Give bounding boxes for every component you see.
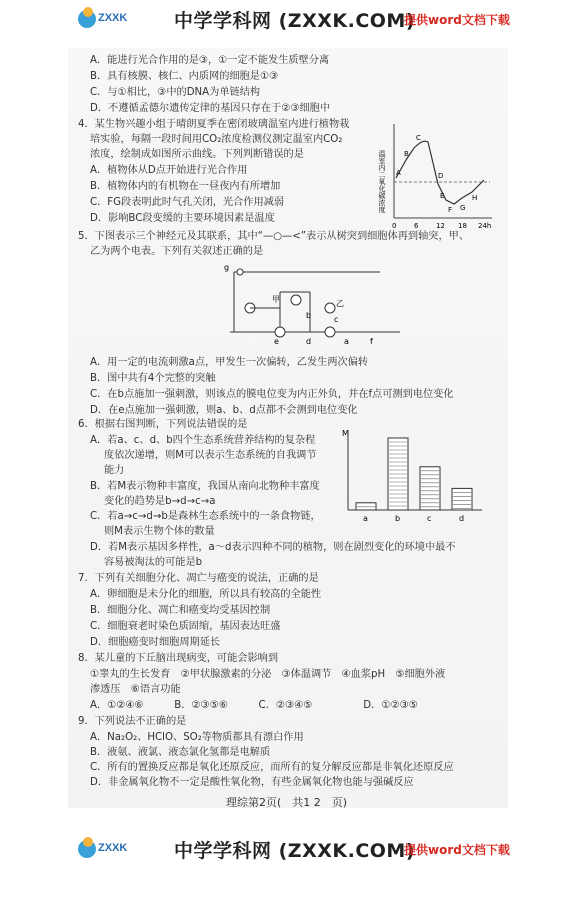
tick-b: b (395, 514, 401, 523)
cell-body-2 (325, 327, 335, 337)
q6-line-5: 变化的趋势是b→d→c→a (104, 496, 216, 507)
q5-option-a: A．用一定的电流刺激a点，甲发生一次偏转，乙发生两次偏转 (90, 357, 369, 368)
point-b: B (404, 150, 409, 158)
meter-yi (325, 303, 335, 313)
q6-line-3: 能力 (104, 465, 125, 476)
node-g (237, 269, 243, 275)
tick-d: d (459, 514, 465, 523)
q6-line-1: A．若a、c、d、b四个生态系统营养结构的复杂程 (90, 435, 316, 446)
point-f: F (448, 206, 453, 214)
site-name-bottom[interactable]: 中学学科网 (ZXXK.COM) (174, 840, 416, 862)
q4-stem-2: 培实验，每隔一段时间用CO₂浓度检测仪测定温室内CO₂ (90, 134, 343, 145)
x-tick-24h: 24h (478, 222, 492, 230)
neuron-diagram (210, 262, 410, 346)
site-name[interactable]: 中学学科网 (ZXXK.COM) (174, 10, 416, 32)
label-b: b (306, 311, 312, 320)
q9-option-c: C．所有的置换反应都是氧化还原反应，而所有的复分解反应都是非氧化还原反应 (90, 762, 454, 773)
meter-jia (291, 295, 301, 305)
bar-d (452, 488, 472, 510)
q8-stem: 8．某儿童的下丘脑出现病变，可能会影响到 (78, 653, 279, 664)
q8-options: A．①②④⑥ B．②③⑤⑥ C．②③④⑤ D．①②③⑤ (90, 700, 418, 711)
label-g: g (224, 263, 230, 272)
cell-body-1 (275, 327, 285, 337)
q7-stem: 7．下列有关细胞分化、凋亡与癌变的说法，正确的是 (78, 573, 319, 584)
q3-option-c: C．与①相比，③中的DNA为单链结构 (90, 87, 261, 98)
q6-stem: 6．根据右图判断，下列说法错误的是 (78, 419, 248, 430)
q9-option-a: A．Na₂O₂、HClO、SO₂等物质都具有漂白作用 (90, 732, 304, 743)
q4-option-c: C．FG段表明此时气孔关闭，光合作用减弱 (90, 197, 285, 208)
point-d: D (438, 172, 444, 180)
download-link-bottom[interactable]: 提供word文档下载 (404, 843, 510, 857)
q7-option-b: B．细胞分化、凋亡和癌变均受基因控制 (90, 605, 271, 616)
exam-page (0, 40, 580, 830)
q3-option-b: B．具有核膜、核仁、内质网的细胞是①③ (90, 71, 279, 82)
logo-text: ZXXK (98, 842, 128, 854)
q3-option-d: D．不遵循孟德尔遗传定律的基因只存在于②③细胞中 (90, 103, 331, 114)
bar-a (356, 503, 376, 510)
q6-bar-chart (336, 426, 486, 526)
label-e: e (274, 337, 279, 346)
q6-line-2: 度依次递增，则M可以表示生态系统的自我调节 (104, 450, 317, 461)
q9-option-d: D．非金属氧化物不一定是酸性氧化物，有些金属氧化物也能与强碱反应 (90, 777, 414, 788)
q8-items-1: ①睾丸的生长发育 ②甲状腺激素的分泌 ③体温调节 ④血浆pH ⑤细胞外液 (90, 669, 446, 680)
logo-icon (78, 840, 96, 858)
q4-stem-1: 4．某生物兴趣小组于晴朗夏季在密闭玻璃温室内进行植物栽 (78, 119, 350, 130)
q9-option-b: B．液氨、液氯、液态氯化氢都是电解质 (90, 747, 271, 758)
q8-items-2: 渗透压 ⑥语言功能 (90, 684, 181, 695)
point-c: C (416, 134, 421, 142)
x-tick-18: 18 (458, 222, 467, 230)
zxxk-logo[interactable] (78, 8, 140, 30)
q6-line-9: 容易被淘汰的可能是b (104, 557, 203, 568)
q6-line-4: B．若M表示物种丰富度，我国从南向北物种丰富度 (90, 481, 320, 492)
q5-option-b: B．图中共有4个完整的突触 (90, 373, 216, 384)
label-d: d (306, 337, 312, 346)
label-a: a (344, 337, 349, 346)
x-tick-12: 12 (436, 222, 445, 230)
q4-option-a: A．植物体从D点开始进行光合作用 (90, 165, 248, 176)
label-yi: 乙 (336, 299, 344, 308)
bottom-banner (0, 830, 580, 870)
top-banner (0, 0, 580, 40)
q5-option-d: D．在e点施加一强刺激，则a、b、d点都不会测到电位变化 (90, 405, 358, 416)
zxxk-logo-bottom[interactable] (78, 838, 140, 860)
q4-option-d: D．影响BC段变缓的主要环境因素是温度 (90, 213, 275, 224)
q6-ylabel: M (342, 429, 349, 438)
tick-c: c (427, 514, 432, 523)
label-f: f (370, 337, 373, 346)
q4-stem-3: 浓度，绘制成如图所示曲线。下列判断错误的是 (90, 149, 304, 160)
q6-line-8: D．若M表示基因多样性，a～d表示四种不同的植物，则在剧烈变化的环境中最不 (90, 542, 456, 553)
tick-a: a (363, 514, 368, 523)
logo-icon (78, 10, 96, 28)
q6-line-6: C．若a→c→d→b是森林生态系统中的一条食物链， (90, 511, 321, 522)
page-footer: 理综第2页( 共1 2 页) (226, 796, 348, 809)
download-link[interactable]: 提供word文档下载 (404, 13, 510, 27)
point-g: G (460, 204, 466, 212)
q4-option-b: B．植物体内的有机物在一昼夜内有所增加 (90, 181, 281, 192)
point-a: A (396, 169, 401, 177)
q7-option-a: A．卵细胞是未分化的细胞，所以具有较高的全能性 (90, 589, 322, 600)
q6-line-7: 则M表示生物个体的数量 (104, 526, 215, 537)
point-h: H (472, 194, 478, 202)
co2-ylabel: 温室内二氧化碳浓度 (378, 150, 386, 213)
q7-option-c: C．细胞衰老时染色质固缩，基因表达旺盛 (90, 621, 281, 632)
logo-text: ZXXK (98, 12, 128, 24)
x-tick-0: 0 (392, 222, 397, 230)
q5-stem-1: 5．下图表示三个神经元及其联系，其中“—○—<”表示从树突到细胞体再到轴突，甲、 (78, 231, 470, 242)
q7-option-d: D．细胞癌变时细胞周期延长 (90, 637, 221, 648)
x-tick-6: 6 (414, 222, 419, 230)
label-c: c (334, 315, 339, 324)
bar-c (420, 467, 440, 510)
co2-curve-figure (380, 120, 496, 232)
q5-option-c: C．在b点施加一强刺激，则该点的膜电位变为内正外负，并在f点可测到电位变化 (90, 389, 454, 400)
q3-option-a: A．能进行光合作用的是③，①一定不能发生质壁分离 (90, 55, 330, 66)
q5-stem-2: 乙为两个电表。下列有关叙述正确的是 (90, 246, 264, 257)
point-e: E (440, 192, 445, 200)
label-jia: 甲 (272, 295, 280, 304)
q9-stem: 9．下列说法不正确的是 (78, 716, 187, 727)
